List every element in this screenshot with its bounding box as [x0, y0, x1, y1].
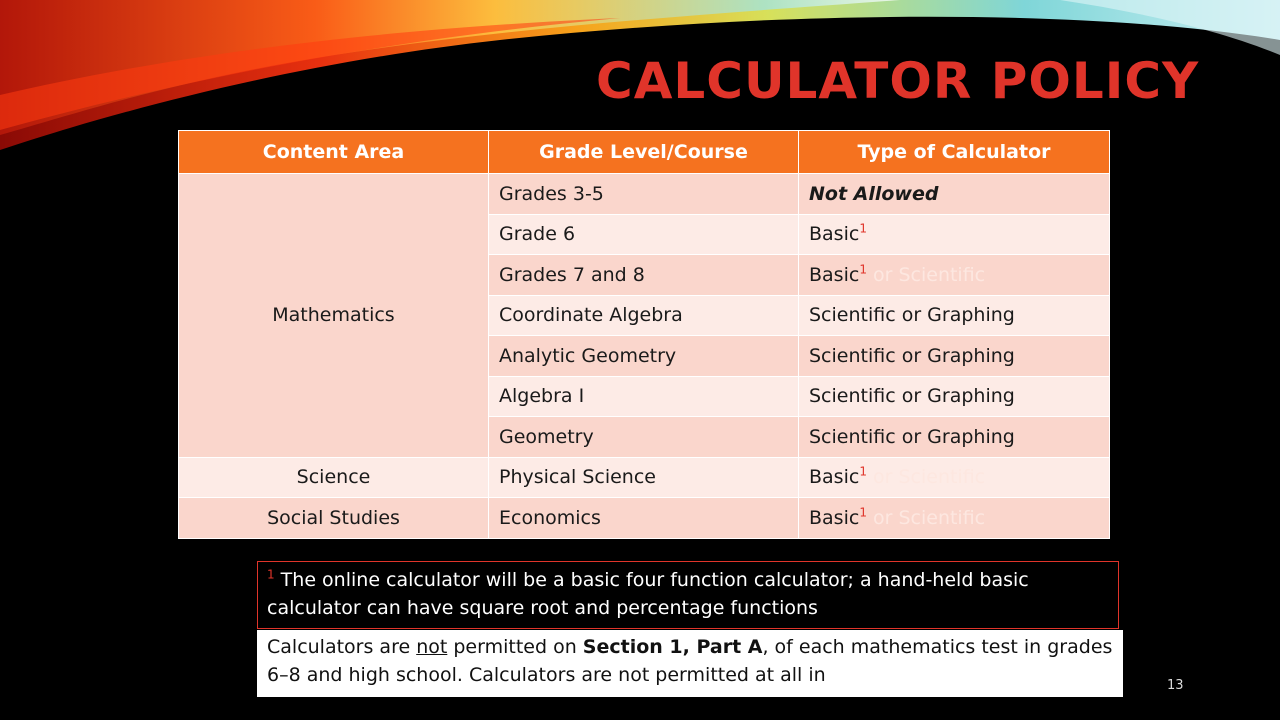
header-content-area: Content Area: [179, 131, 489, 174]
type-text-faded: or Scientific: [866, 263, 986, 286]
note-underlined: not: [416, 636, 448, 658]
footnote-ref: 1: [859, 505, 867, 520]
footnote-box: [257, 561, 1119, 629]
type-cell: Scientific or Graphing: [799, 336, 1110, 377]
course-cell: Economics: [489, 498, 799, 539]
area-science: Science: [179, 457, 489, 498]
course-cell: Coordinate Algebra: [489, 295, 799, 336]
note-text-1: Calculators are: [267, 636, 417, 658]
calculator-policy-table: [178, 130, 1110, 539]
table-row: [179, 498, 1110, 539]
type-cell: Scientific or Graphing: [799, 417, 1110, 458]
course-cell: Geometry: [489, 417, 799, 458]
course-cell: Analytic Geometry: [489, 336, 799, 377]
slide-title: CALCULATOR POLICY: [596, 52, 1200, 110]
type-cell: [799, 457, 1110, 498]
type-text: Basic: [809, 223, 860, 246]
type-cell: [799, 174, 1110, 215]
type-text-faded: or Scientific: [866, 466, 986, 489]
type-text-faded: or Scientific: [866, 506, 986, 529]
header-calculator-type: Type of Calculator: [799, 131, 1110, 174]
footnote-ref: 1: [859, 464, 867, 479]
table-row: [179, 174, 1110, 215]
footnote-ref: 1: [859, 262, 867, 277]
note-text-2: permitted on: [447, 636, 583, 658]
type-cell: Scientific or Graphing: [799, 295, 1110, 336]
type-cell: [799, 498, 1110, 539]
course-cell: Grades 3-5: [489, 174, 799, 215]
footnote-marker: 1: [267, 567, 275, 582]
note-text-3: , of each mathematics test in grades 6–8 and high school. Calculators are not permitted at all in: [267, 636, 1113, 686]
type-text: Basic: [809, 466, 860, 489]
type-cell: [799, 255, 1110, 296]
area-social-studies: Social Studies: [179, 498, 489, 539]
course-cell: Grades 7 and 8: [489, 255, 799, 296]
type-text: Basic: [809, 263, 860, 286]
footnote-text: The online calculator will be a basic four function calculator; a hand-held basic calculator can have square root and percentage functions: [267, 569, 1029, 619]
note-bold-section: Section 1, Part A: [582, 636, 763, 658]
type-cell: Scientific or Graphing: [799, 376, 1110, 417]
course-cell: Algebra I: [489, 376, 799, 417]
not-allowed-label: Not Allowed: [809, 182, 939, 205]
header-grade-level: Grade Level/Course: [489, 131, 799, 174]
area-mathematics: Mathematics: [179, 174, 489, 458]
calculator-note-box: [257, 630, 1123, 697]
course-cell: Grade 6: [489, 214, 799, 255]
type-cell: [799, 214, 1110, 255]
table-row: [179, 457, 1110, 498]
type-text: Basic: [809, 506, 860, 529]
course-cell: Physical Science: [489, 457, 799, 498]
page-number: 13: [1167, 678, 1184, 693]
footnote-ref: 1: [859, 221, 867, 236]
